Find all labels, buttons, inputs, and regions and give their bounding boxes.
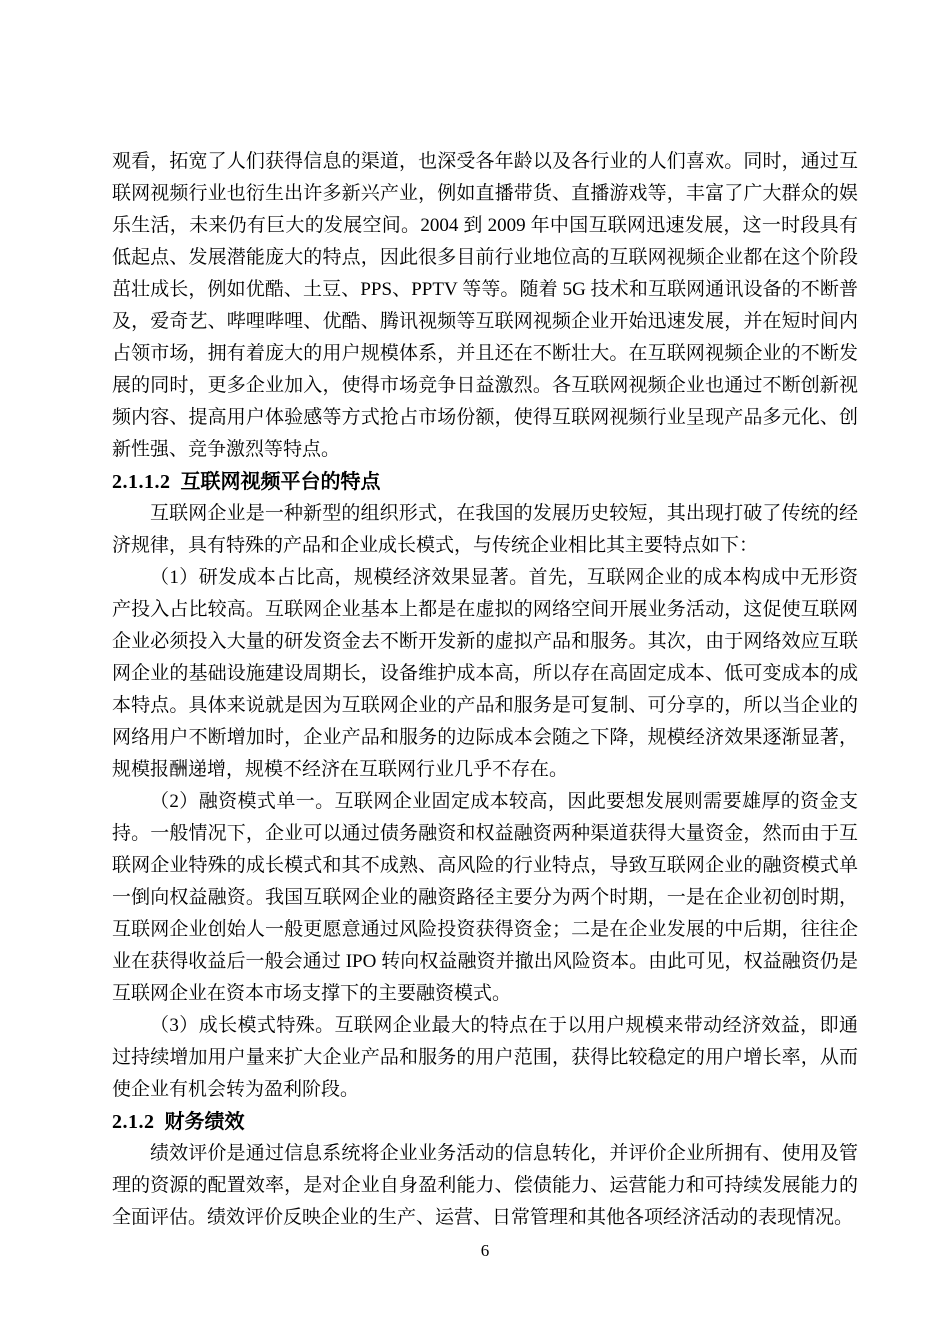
page-content — [112, 146, 858, 1234]
paragraph-point-1: （1）研发成本占比高，规模经济效果显著。首先，互联网企业的成本构成中无形资产投入占比较高。互联网企业基本上都是在虚拟的网络空间开展业务活动，这促使互联网企业必须投入大量的研发资金去不断开发新的虚拟产品和服务。其次，由于网络效应互联网企业的基础设施建设周期长，设备维护成本高，所以存在高固定成本、低可变成本的成本特点。具体来说就是因为互联网企业的产品和服务是可复制、可分享的，所以当企业的网络用户不断增加时，企业产品和服务的边际成本会随之下降，规模经济效果逐渐显著，规模报酬递增，规模不经济在互联网行业几乎不存在。 — [112, 567, 858, 780]
paragraph-point-3: （3）成长模式特殊。互联网企业最大的特点在于以用户规模来带动经济效益，即通过持续增加用户量来扩大企业产品和服务的用户范围，获得比较稳定的用户增长率，从而使企业有机会转为盈利阶段。 — [112, 1015, 858, 1100]
page-footer — [112, 1241, 858, 1261]
page-number: 6 — [480, 1241, 490, 1260]
paragraph-performance: 绩效评价是通过信息系统将企业业务活动的信息转化，并评价企业所拥有、使用及管理的资源的配置效率，是对企业自身盈利能力、偿债能力、运营能力和可持续发展能力的全面评估。绩效评价反映企业的生产、运营、日常管理和其他各项经济活动的表现情况。 — [112, 1143, 858, 1228]
section-heading-2-1-2 — [112, 1106, 858, 1138]
paragraph-point-2: （2）融资模式单一。互联网企业固定成本较高，因此要想发展则需要雄厚的资金支持。一般情况下，企业可以通过债务融资和权益融资两种渠道获得大量资金，然而由于互联网企业特殊的成长模式和其不成熟、高风险的行业特点，导致互联网企业的融资模式单一倒向权益融资。我国互联网企业的融资路径主要分为两个时期，一是在企业初创时期，互联网企业创始人一般更愿意通过风险投资获得资金；二是在企业发展的中后期，往往企业在获得收益后一般会通过 IPO 转向权益融资并撤出风险资本。由此可见，权益融资仍是互联网企业在资本市场支撑下的主要融资模式。 — [112, 791, 858, 1004]
paragraph-intro: 互联网企业是一种新型的组织形式，在我国的发展历史较短，其出现打破了传统的经济规律，具有特殊的产品和企业成长模式，与传统企业相比其主要特点如下： — [112, 503, 858, 556]
section-title: 财务绩效 — [164, 1111, 245, 1133]
section-number: 2.1.2 — [112, 1111, 155, 1133]
paragraph-continuation: 观看，拓宽了人们获得信息的渠道，也深受各年龄以及各行业的人们喜欢。同时，通过互联网视频行业也衍生出许多新兴产业，例如直播带货、直播游戏等，丰富了广大群众的娱乐生活，未来仍有巨大的发展空间。2004 到 2009 年中国互联网迅速发展，这一时段具有低起点、发展潜能庞大的特点，因此很多目前行业地位高的互联网视频企业都在这个阶段茁壮成长，例如优酷、土豆、PPS、PPTV 等等。随着 5G 技术和互联网通讯设备的不断普及，爱奇艺、哔哩哔哩、优酷、腾讯视频等互联网视频企业开始迅速发展，并在短时间内占领市场，拥有着庞大的用户规模体系，并且还在不断壮大。在互联网视频企业的不断发展的同时，更多企业加入，使得市场竞争日益激烈。各互联网视频企业也通过不断创新视频内容、提高用户体验感等方式抢占市场份额，使得互联网视频行业呈现产品多元化、创新性强、竞争激烈等特点。 — [112, 151, 858, 460]
section-title: 互联网视频平台的特点 — [180, 471, 381, 493]
section-number: 2.1.1.2 — [112, 471, 171, 493]
section-heading-2-1-1-2 — [112, 466, 858, 498]
